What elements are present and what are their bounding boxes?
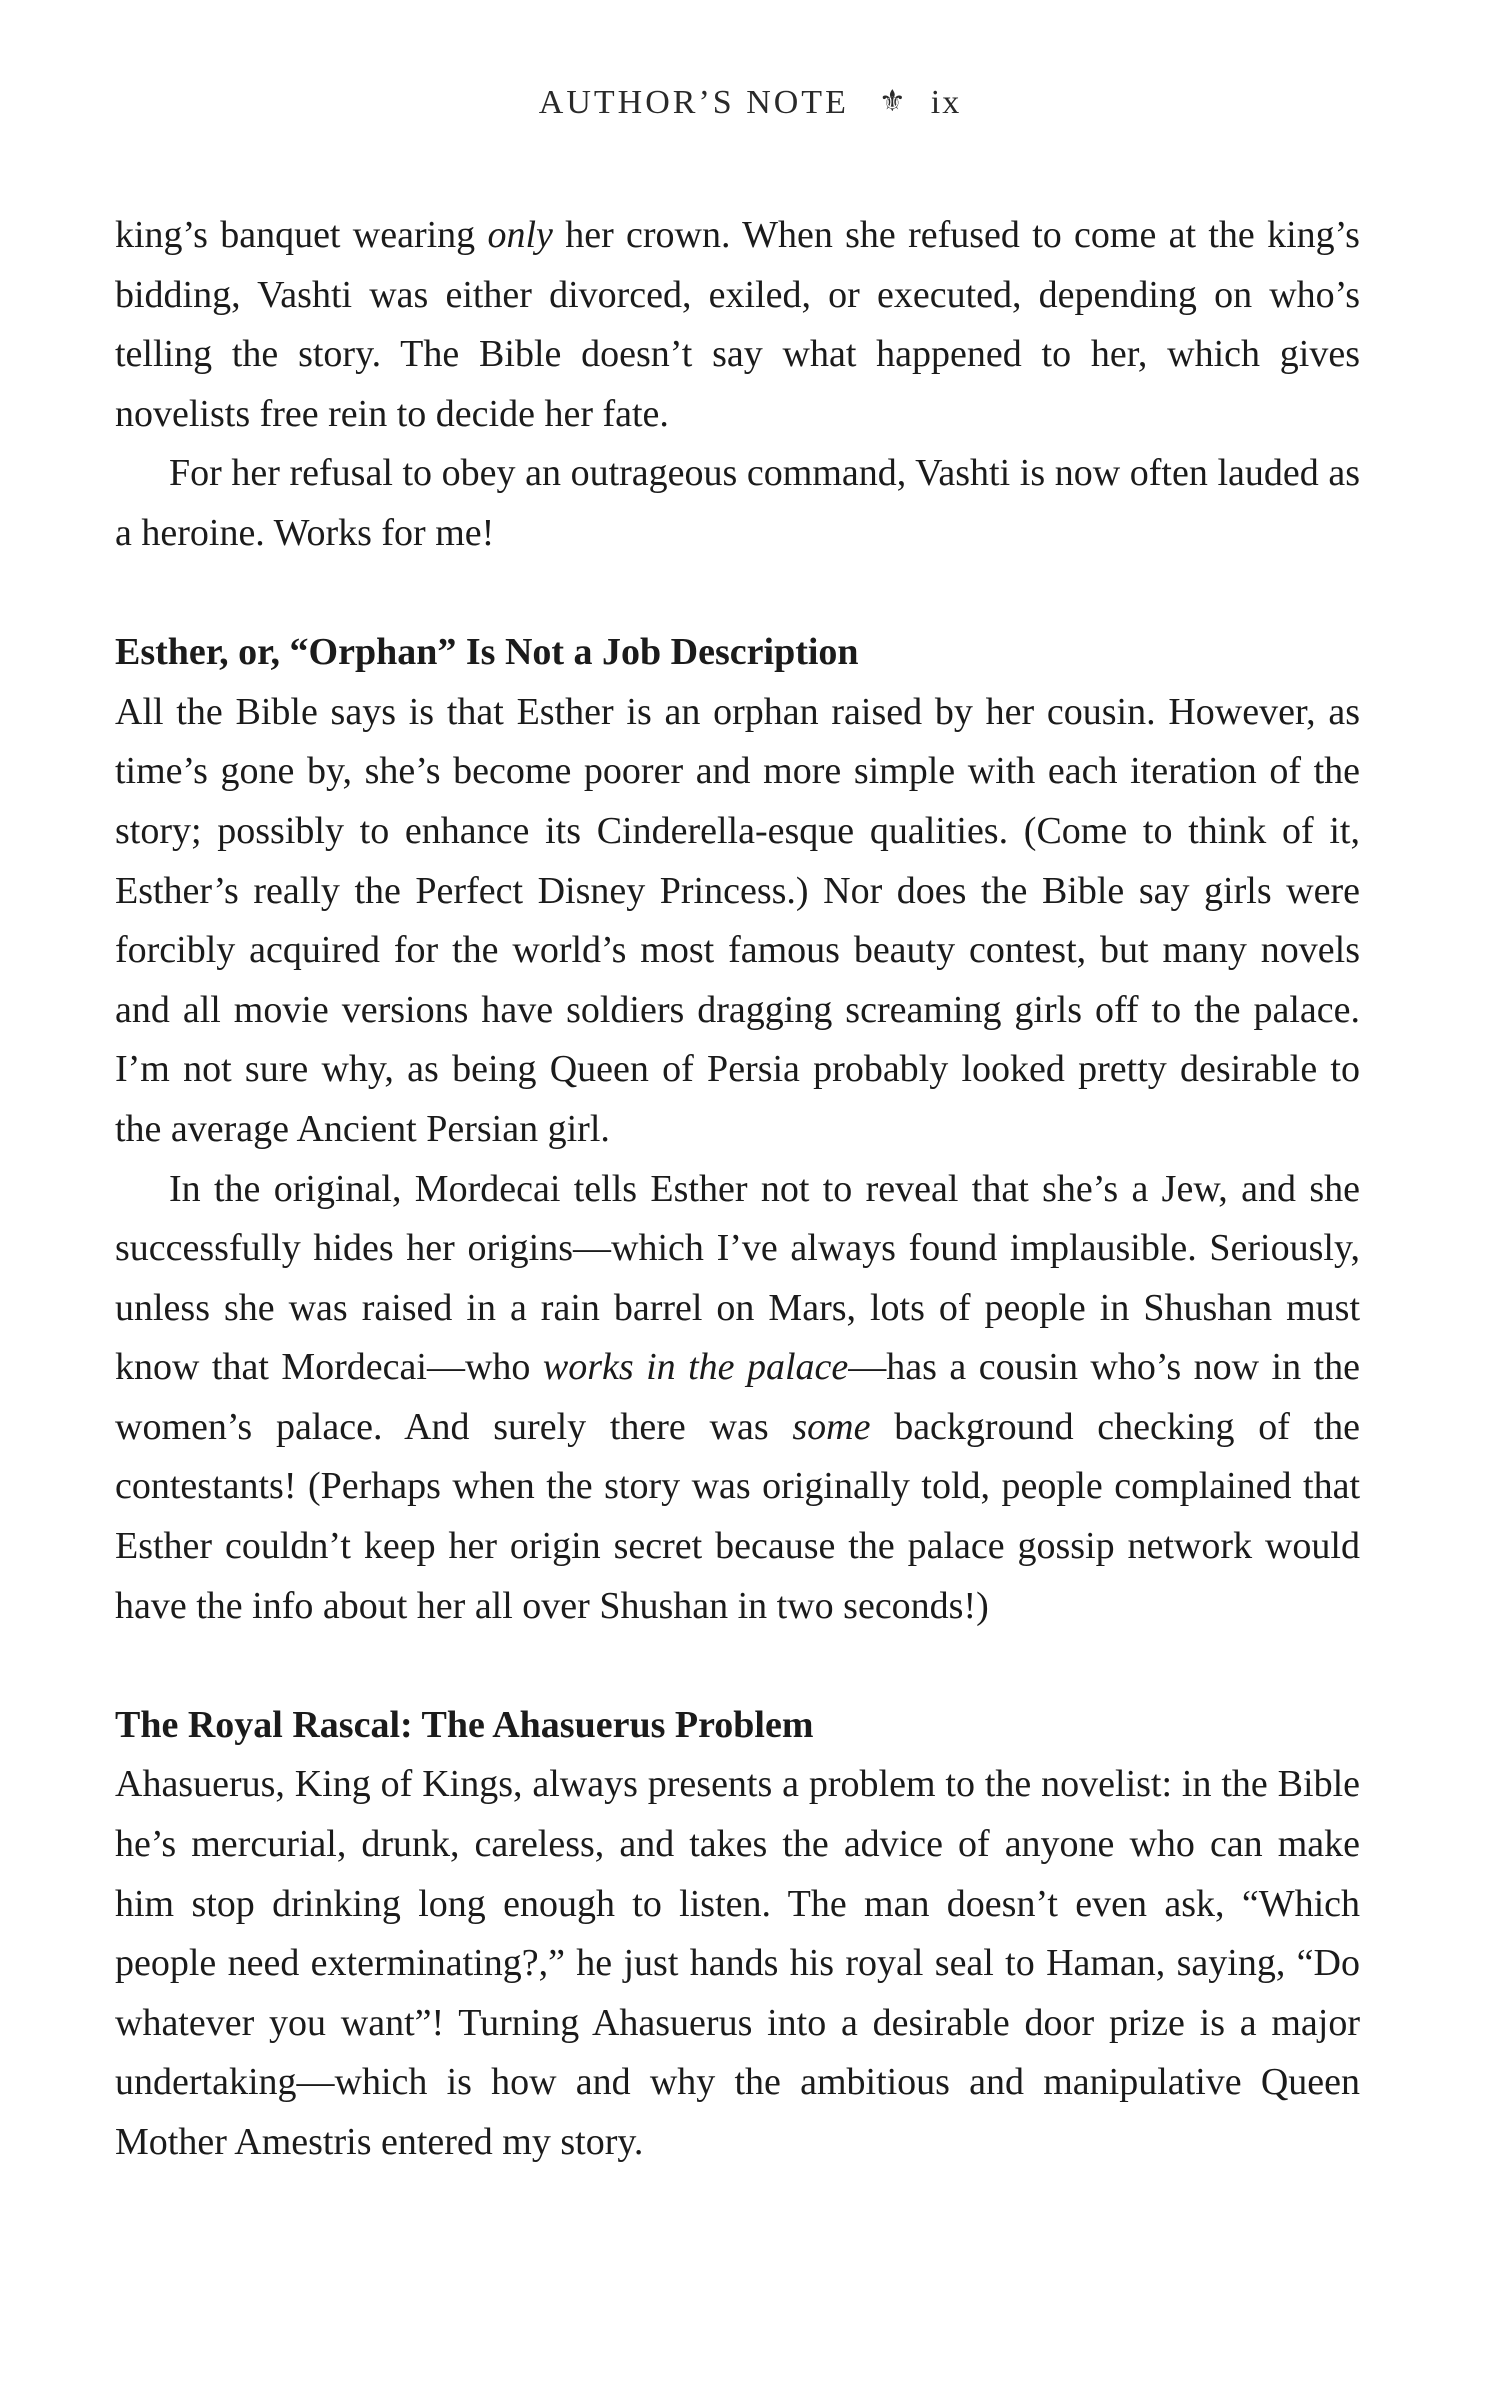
fleur-ornament-icon: ⚜ xyxy=(878,85,909,118)
paragraph-vashti-fate: king’s banquet wearing only her crown. When she refused to come at the king’s bidding, Vashti was either divorced, exiled, or executed, depending on who’s telling the story. The Bible doesn’t say what happened to her, which gives novelists free rein to decide her fate. xyxy=(115,214,1360,435)
page-number: ix xyxy=(930,84,962,121)
body-text xyxy=(115,206,1360,2173)
section-spacer xyxy=(115,1636,1360,1696)
emphasis-only: only xyxy=(487,214,553,256)
running-head xyxy=(0,84,1500,122)
section-heading-esther: Esther, or, “Orphan” Is Not a Job Description xyxy=(115,631,859,674)
section-spacer xyxy=(115,564,1360,624)
paragraph-ahasuerus-problem: Ahasuerus, King of Kings, always presents a problem to the novelist: in the Bible he’s mercurial, drunk, careless, and takes the advice of anyone who can make him stop drinking long enough to listen. The man doesn’t even ask, “Which people need exterminating?,” he just hands his royal seal to Haman, saying, “Do whatever you want”! Turning Ahasuerus into a desirable door prize is a major undertaking—which is how and why the ambitious and manipulative Queen Mother Amestris entered my story. xyxy=(115,1763,1360,2163)
section-heading-ahasuerus: The Royal Rascal: The Ahasuerus Problem xyxy=(115,1703,814,1746)
running-head-title: AUTHOR’S NOTE xyxy=(538,84,849,121)
paragraph-esther-origins: In the original, Mordecai tells Esther not to reveal that she’s a Jew, and she successfully hides her origins—which I’ve always found implausible. Seriously, unless she was raised in a rain barrel on Mars, lots of people in Shushan must know that Mordecai—who works in the palace—has a cousin who’s now in the women’s palace. And surely there was some background checking of the contestants! (Perhaps when the story was originally told, people complained that Esther couldn’t keep her origin secret because the palace gossip network would have the info about her all over Shushan in two seconds!) xyxy=(115,1167,1360,1627)
emphasis-works-in-palace: works in the palace xyxy=(542,1346,849,1389)
emphasis-some: some xyxy=(792,1405,871,1448)
paragraph-vashti-heroine: For her refusal to obey an outrageous command, Vashti is now often lauded as a heroine. Works for me! xyxy=(115,452,1360,554)
paragraph-esther-orphan: All the Bible says is that Esther is an orphan raised by her cousin. However, as time’s gone by, she’s become poorer and more simple with each iteration of the story; possibly to enhance its Cinderella-esque qualities. (Come to think of it, Esther’s really the Perfect Disney Princess.) Nor does the Bible say girls were forcibly acquired for the world’s most famous beauty contest, but many novels and all movie versions have soldiers dragging screaming girls off to the palace. I’m not sure why, as being Queen of Persia probably looked pretty desirable to the average Ancient Persian girl. xyxy=(115,690,1360,1150)
